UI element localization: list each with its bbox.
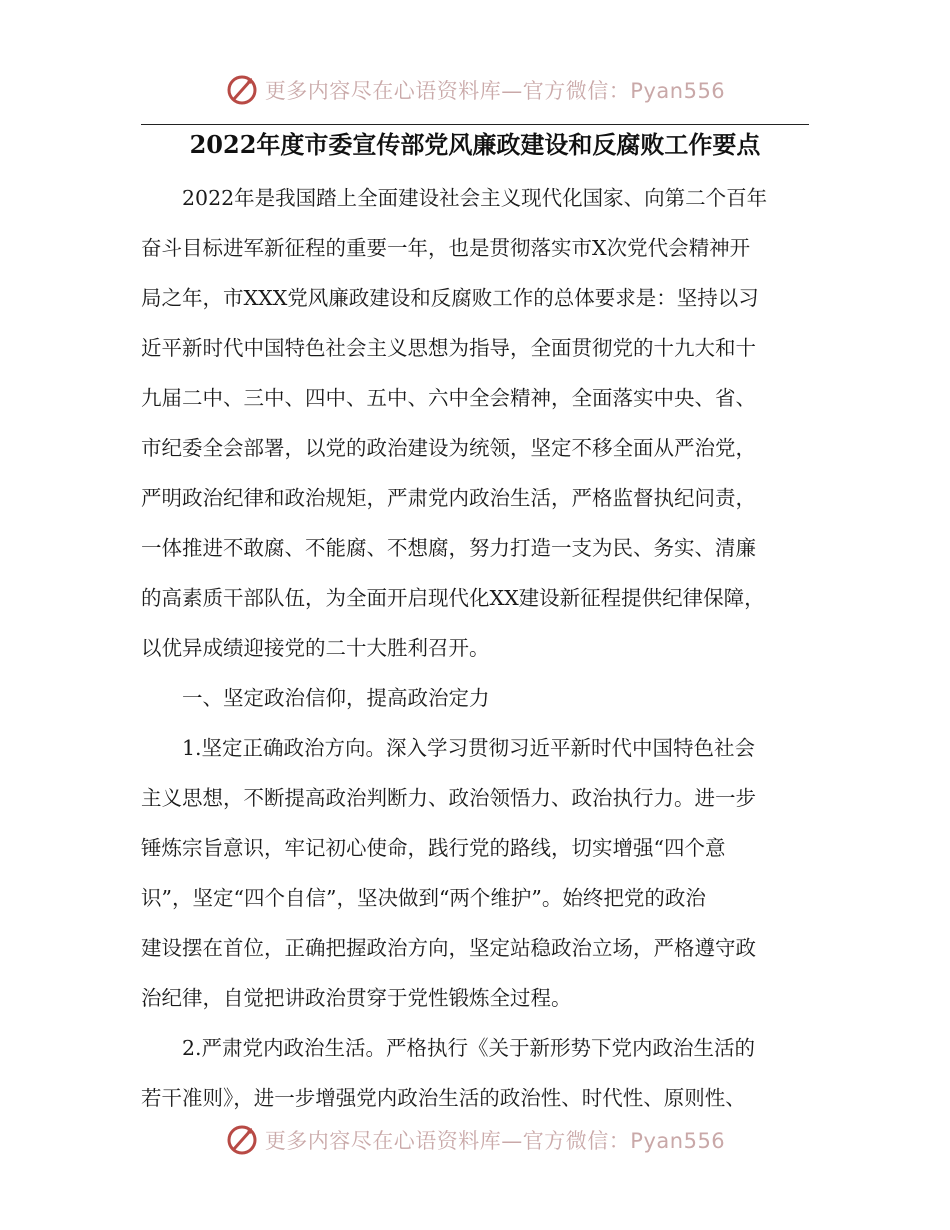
header-banner [0, 68, 950, 112]
text-line: 的高素质干部队伍，为全面开启现代化XX建设新征程提供纪律保障， [141, 586, 765, 610]
text-line: 若干准则》，进一步增强党内政治生活的政治性、时代性、原则性、 [141, 1086, 746, 1110]
text-line: 九届二中、三中、四中、五中、六中全会精神，全面落实中央、省、 [141, 386, 756, 410]
text-line: 市纪委全会部署，以党的政治建设为统领，坚定不移全面从严治党， [141, 436, 756, 460]
text-line: 局之年，市XXX党风廉政建设和反腐败工作的总体要求是：坚持以习 [141, 286, 759, 310]
text-line: 1.坚定正确政治方向。深入学习贯彻习近平新时代中国特色社会 [182, 736, 756, 760]
text-line: 2022年是我国踏上全面建设社会主义现代化国家、向第二个百年 [182, 186, 768, 210]
text-line: 治纪律，自觉把讲政治贯穿于党性锻炼全过程。 [141, 986, 572, 1010]
text-line: 奋斗目标进军新征程的重要一年，也是贯彻落实市X次党代会精神开 [141, 236, 751, 260]
header-rule [141, 124, 809, 125]
text-line: 一体推进不敢腐、不能腐、不想腐，努力打造一支为民、务实、清廉 [141, 536, 756, 560]
section-heading: 一、坚定政治信仰，提高政治定力 [182, 686, 490, 710]
banner-text: 更多内容尽在心语资料库—官方微信：Pyan556 [264, 1129, 726, 1153]
pen-logo-icon [225, 73, 259, 107]
text-line: 以优异成绩迎接党的二十大胜利召开。 [141, 636, 490, 660]
document-body [141, 173, 809, 1123]
text-line: 严明政治纪律和政治规矩，严肃党内政治生活，严格监督执纪问责， [141, 486, 756, 510]
pen-logo-icon [225, 1123, 259, 1157]
text-line: 建设摆在首位，正确把握政治方向，坚定站稳政治立场，严格遵守政 [141, 936, 756, 960]
footer-banner [0, 1118, 950, 1162]
document-title: 2022年度市委宣传部党风廉政建设和反腐败工作要点 [189, 130, 761, 159]
text-line: 近平新时代中国特色社会主义思想为指导，全面贯彻党的十九大和十 [141, 336, 756, 360]
text-line: 锤炼宗旨意识，牢记初心使命，践行党的路线，切实增强“四个意 [141, 836, 726, 860]
text-line: 识”，坚定“四个自信”，坚决做到“两个维护”。始终把党的政治 [141, 886, 706, 910]
text-line: 2.严肃党内政治生活。严格执行《关于新形势下党内政治生活的 [182, 1036, 756, 1060]
banner-text: 更多内容尽在心语资料库—官方微信：Pyan556 [264, 79, 726, 103]
text-line: 主义思想，不断提高政治判断力、政治领悟力、政治执行力。进一步 [141, 786, 756, 810]
